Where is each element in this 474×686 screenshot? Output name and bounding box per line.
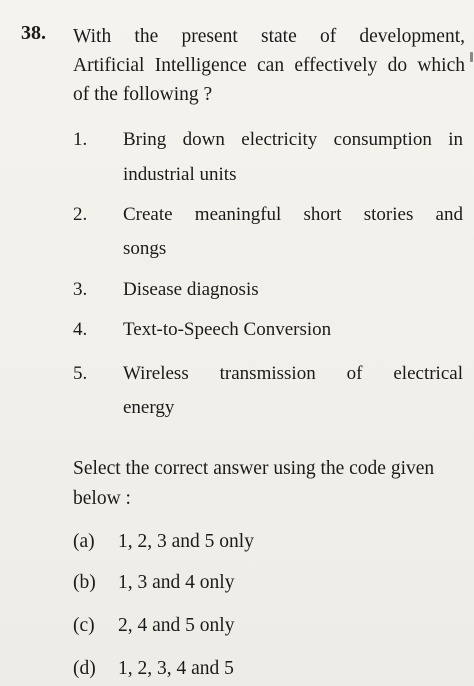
option-label: (c) xyxy=(73,615,95,636)
question-stem-line: With the present state of development, xyxy=(73,26,465,47)
question-stem-line: of the following ? xyxy=(73,84,213,105)
option-label: (d) xyxy=(73,658,96,679)
question-stem xyxy=(73,22,465,109)
statement-number: 3. xyxy=(73,279,88,300)
option-text: 1, 2, 3, 4 and 5 xyxy=(118,658,234,679)
statement-text-line: Create meaningful short stories and xyxy=(123,204,463,225)
statement-text-line: songs xyxy=(123,238,167,259)
option-text: 1, 2, 3 and 5 only xyxy=(118,531,254,552)
instruction-line: below : xyxy=(73,488,131,509)
statement-number: 1. xyxy=(73,129,88,150)
statement-text-line: energy xyxy=(123,397,175,418)
option-label: (b) xyxy=(73,572,96,593)
option-label: (a) xyxy=(73,531,95,552)
question-stem-line: Artificial Intelligence can effectively do which xyxy=(73,55,465,76)
page-edge-mark xyxy=(470,52,473,62)
statement-text-line: Bring down electricity consumption in xyxy=(123,129,463,150)
option-text: 1, 3 and 4 only xyxy=(118,572,235,593)
statement-number: 5. xyxy=(73,363,88,384)
question-number: 38. xyxy=(21,22,46,44)
option-text: 2, 4 and 5 only xyxy=(118,615,235,636)
statement-text-line: Disease diagnosis xyxy=(123,279,259,300)
statement-number: 4. xyxy=(73,319,88,340)
statement-text-line: Wireless transmission of electrical xyxy=(123,363,463,384)
statement-text-line: industrial units xyxy=(123,164,237,185)
statement-text-line: Text-to-Speech Conversion xyxy=(123,319,332,340)
answer-instruction xyxy=(73,454,461,514)
instruction-line: Select the correct answer using the code given xyxy=(73,458,435,479)
statement-number: 2. xyxy=(73,204,88,225)
